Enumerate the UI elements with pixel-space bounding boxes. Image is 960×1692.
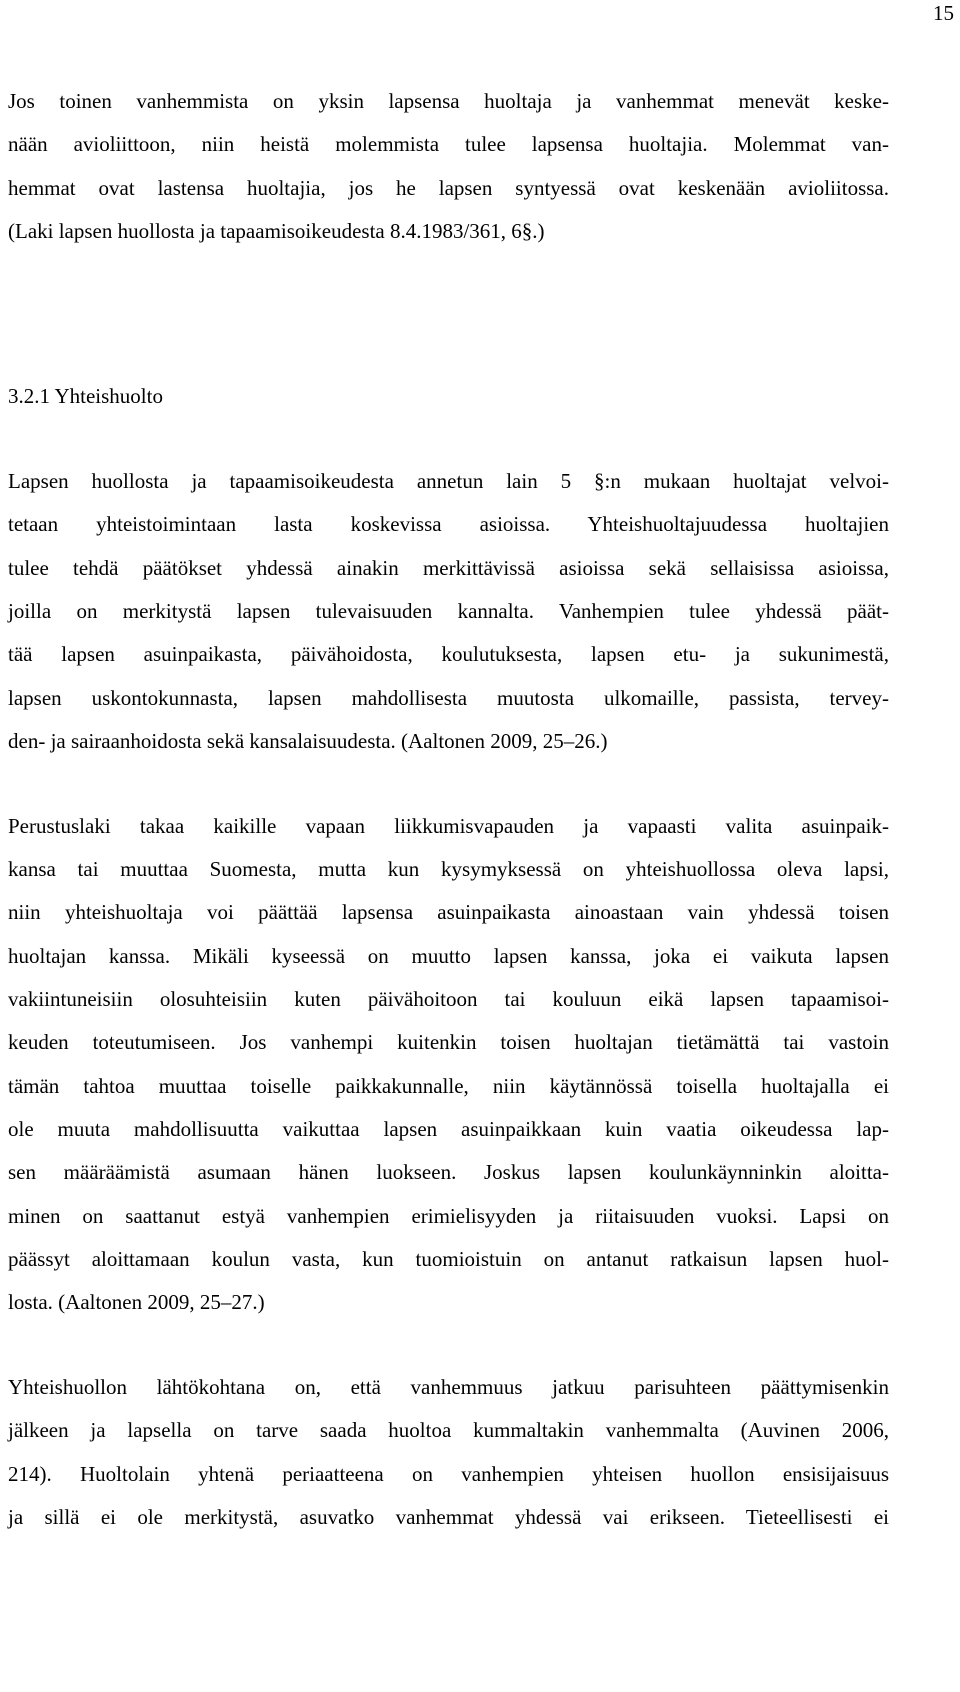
text-line: ole muuta mahdollisuutta vaikuttaa lapsen asuinpaikkaan kuin vaatia oikeudessa lap-	[8, 1117, 889, 1141]
text-line: sen määräämistä asumaan hänen luokseen. Joskus lapsen koulunkäynninkin aloitta-	[8, 1160, 889, 1184]
text-line: vakiintuneisiin olosuhteisiin kuten päivähoitoon tai kouluun eikä lapsen tapaamisoi-	[8, 987, 889, 1011]
text-line: lapsen uskontokunnasta, lapsen mahdollisesta muutosta ulkomaille, passista, tervey-	[8, 686, 889, 710]
text-line: päässyt aloittamaan koulun vasta, kun tuomioistuin on antanut ratkaisun lapsen huol-	[8, 1247, 889, 1271]
text-line: niin yhteishuoltaja voi päättää lapsensa asuinpaikasta ainoastaan vain yhdessä toisen	[8, 900, 889, 924]
text-line: Perustuslaki takaa kaikille vapaan liikkumisvapauden ja vapaasti valita asuinpaik-	[8, 814, 889, 838]
section-heading: 3.2.1 Yhteishuolto	[8, 384, 163, 408]
text-line: Jos toinen vanhemmista on yksin lapsensa huoltaja ja vanhemmat menevät keske-	[8, 89, 889, 113]
text-line: losta. (Aaltonen 2009, 25–27.)	[8, 1290, 265, 1314]
text-line: joilla on merkitystä lapsen tulevaisuuden kannalta. Vanhempien tulee yhdessä päät-	[8, 599, 889, 623]
text-line: huoltajan kanssa. Mikäli kyseessä on muutto lapsen kanssa, joka ei vaikuta lapsen	[8, 944, 889, 968]
text-line: minen on saattanut estyä vanhempien erimielisyyden ja riitaisuuden vuoksi. Lapsi on	[8, 1204, 889, 1228]
text-line: hemmat ovat lastensa huoltajia, jos he lapsen syntyessä ovat keskenään avioliitossa.	[8, 176, 889, 200]
text-line: keuden toteutumiseen. Jos vanhempi kuitenkin toisen huoltajan tietämättä tai vastoin	[8, 1030, 889, 1054]
text-line: tämän tahtoa muuttaa toiselle paikkakunnalle, niin käytännössä toisella huoltajalla ei	[8, 1074, 889, 1098]
text-line: (Laki lapsen huollosta ja tapaamisoikeudesta 8.4.1983/361, 6§.)	[8, 219, 545, 243]
text-line: Yhteishuollon lähtökohtana on, että vanhemmuus jatkuu parisuhteen päättymisenkin	[8, 1375, 889, 1399]
text-line: 214). Huoltolain yhtenä periaatteena on vanhempien yhteisen huollon ensisijaisuus	[8, 1462, 889, 1486]
text-line: ja sillä ei ole merkitystä, asuvatko vanhemmat yhdessä vai erikseen. Tieteellisesti ei	[8, 1505, 889, 1529]
text-line: Lapsen huollosta ja tapaamisoikeudesta annetun lain 5 §:n mukaan huoltajat velvoi-	[8, 469, 889, 493]
text-line: kansa tai muuttaa Suomesta, mutta kun kysymyksessä on yhteishuollossa oleva lapsi,	[8, 857, 889, 881]
text-line: jälkeen ja lapsella on tarve saada huoltoa kummaltakin vanhemmalta (Auvinen 2006,	[8, 1418, 889, 1442]
text-line: tulee tehdä päätökset yhdessä ainakin merkittävissä asioissa sekä sellaisissa asioissa,	[8, 556, 889, 580]
text-line: tää lapsen asuinpaikasta, päivähoidosta, koulutuksesta, lapsen etu- ja sukunimestä,	[8, 642, 889, 666]
text-line: nään avioliittoon, niin heistä molemmista tulee lapsensa huoltajia. Molemmat van-	[8, 132, 889, 156]
text-line: tetaan yhteistoimintaan lasta koskevissa asioissa. Yhteishuoltajuudessa huoltajien	[8, 512, 889, 536]
text-line: den- ja sairaanhoidosta sekä kansalaisuudesta. (Aaltonen 2009, 25–26.)	[8, 729, 608, 753]
page-number: 15	[933, 1, 954, 25]
